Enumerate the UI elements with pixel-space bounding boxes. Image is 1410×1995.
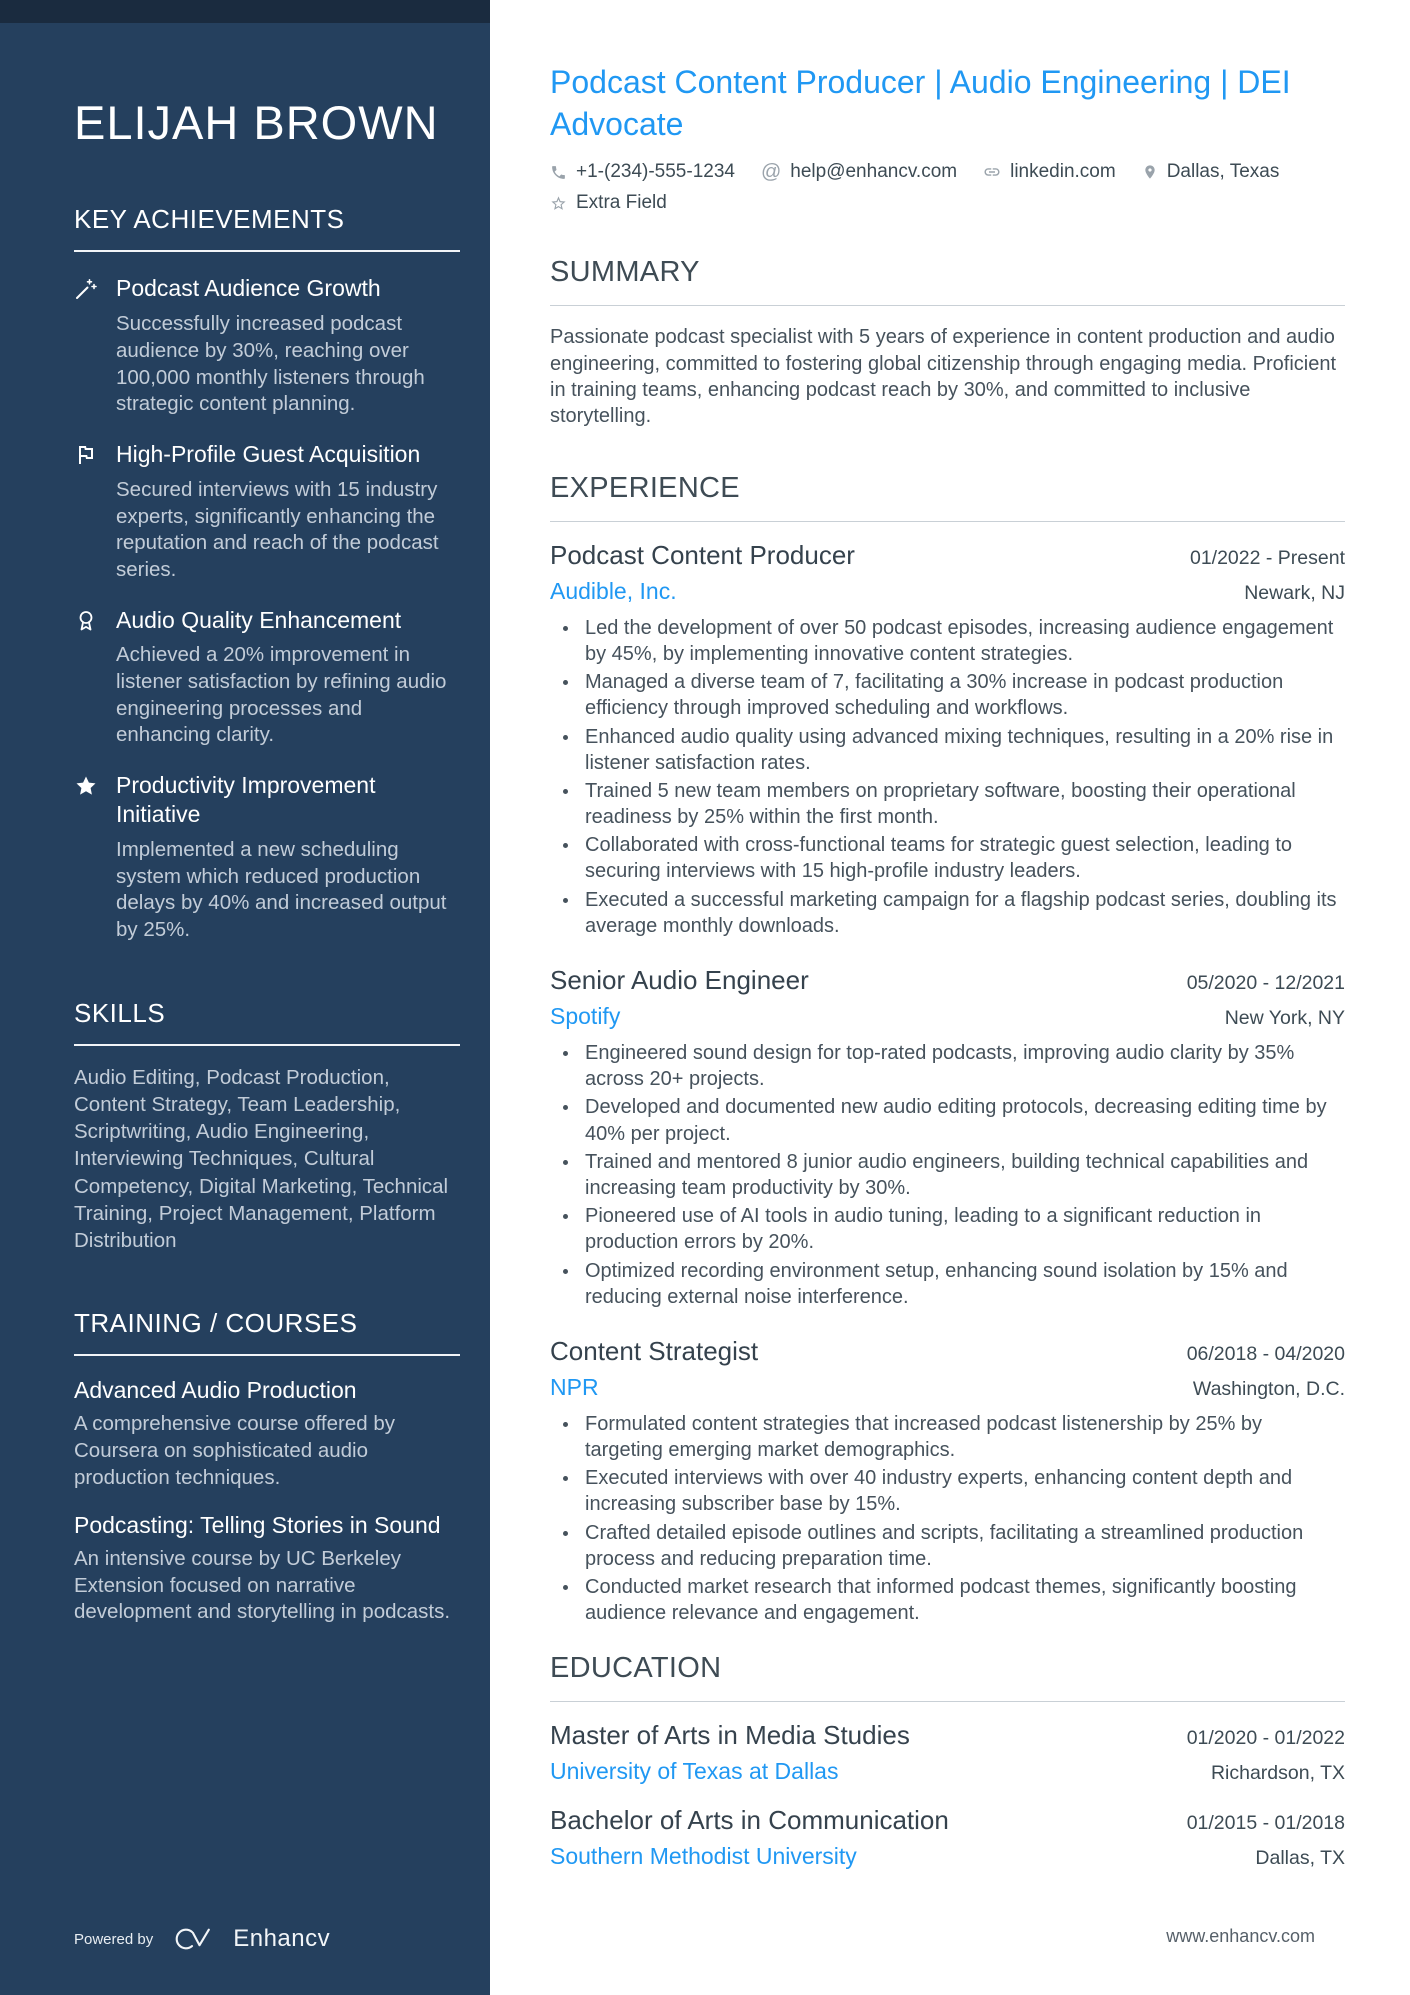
achievement-title: Podcast Audience Growth xyxy=(116,275,381,302)
phone-icon xyxy=(550,164,567,181)
company-name[interactable]: NPR xyxy=(550,1373,599,1400)
job-bullet: • Collaborated with cross-functional teams for strategic guest selection, leading to securing interviews with 15 high-profile industry leaders. xyxy=(580,832,1345,884)
location-icon xyxy=(1142,164,1158,180)
job-bullet-list xyxy=(550,1411,1345,1627)
skills-heading: SKILLS xyxy=(74,997,166,1028)
job-bullet: • Crafted detailed episode outlines and scripts, facilitating a streamlined production process and reducing preparation time. xyxy=(580,1520,1345,1572)
education-entry xyxy=(550,1720,1345,1785)
magic-wand-icon xyxy=(74,274,100,418)
enhancv-wordmark: Enhancv xyxy=(233,1925,331,1952)
course-description: An intensive course by UC Berkeley Extension focused on narrative development and storytelling in podcasts. xyxy=(74,1547,451,1624)
job-bullet: • Engineered sound design for top-rated podcasts, improving audio clarity by 35% across 20+ projects. xyxy=(580,1040,1345,1092)
enhancv-logo-icon xyxy=(169,1925,215,1953)
job-bullet: • Executed a successful marketing campaign for a flagship podcast series, doubling its average monthly downloads. xyxy=(580,887,1345,939)
job-bullet: • Formulated content strategies that increased podcast listenership by 25% by targeting emerging market demographics. xyxy=(580,1411,1345,1463)
linkedin-contact[interactable] xyxy=(983,161,1116,183)
sidebar xyxy=(0,0,490,1995)
achievement-title: Productivity Improvement Initiative xyxy=(116,772,376,828)
key-achievements-section xyxy=(74,204,460,943)
job-bullet: • Managed a diverse team of 7, facilitating a 30% increase in podcast production efficiency through improved scheduling and workflows. xyxy=(580,669,1345,721)
course-description: A comprehensive course offered by Coursera on sophisticated audio production techniques. xyxy=(74,1412,395,1489)
degree-title: Master of Arts in Media Studies xyxy=(550,1720,910,1751)
experience-entry xyxy=(550,540,1345,939)
achievement-item xyxy=(74,771,460,944)
experience-entry xyxy=(550,1336,1345,1627)
job-bullet: • Developed and documented new audio editing protocols, decreasing editing time by 40% per project. xyxy=(580,1094,1345,1146)
education-section xyxy=(550,1652,1345,1870)
contact-row xyxy=(550,161,1345,183)
job-bullet: • Trained and mentored 8 junior audio engineers, building technical capabilities and increasing team productivity by 30%. xyxy=(580,1149,1345,1201)
powered-by-footer[interactable] xyxy=(74,1925,330,1953)
experience-section xyxy=(550,472,1345,1627)
job-bullet-list xyxy=(550,1040,1345,1310)
achievement-item xyxy=(74,440,460,584)
job-bullet: • Trained 5 new team members on proprietary software, boosting their operational readiness by 25% within the first month. xyxy=(580,778,1345,830)
achievement-title: Audio Quality Enhancement xyxy=(116,606,402,633)
course-item xyxy=(74,1511,460,1626)
school-location: Dallas, TX xyxy=(1255,1847,1345,1870)
section-divider xyxy=(74,1044,460,1046)
extra-field xyxy=(550,192,667,214)
job-bullet: • Pioneered use of AI tools in audio tuning, leading to a significant reduction in production errors by 20%. xyxy=(580,1203,1345,1255)
course-title: Podcasting: Telling Stories in Sound xyxy=(74,1512,441,1539)
summary-text: Passionate podcast specialist with 5 years of experience in content production and audio engineering, committed to fostering global citizenship through engaging media. Proficient in training teams, enhancing podcast reach by 30%, and committed to inclusive storytelling. xyxy=(550,326,1337,428)
training-courses-section xyxy=(74,1308,460,1626)
company-name[interactable]: Spotify xyxy=(550,1003,621,1029)
skills-list: Audio Editing, Podcast Production, Content Strategy, Team Leadership, Scriptwriting, Audio Engineering, Interviewing Techniques, Cultural Competency, Digital Marketing, Technical Training, Project Management, Platform Distribution xyxy=(74,1065,449,1253)
location-text: Dallas, Texas xyxy=(1166,161,1280,183)
job-title: Content Strategist xyxy=(550,1335,759,1366)
experience-entry xyxy=(550,965,1345,1310)
job-title: Senior Audio Engineer xyxy=(550,965,809,995)
email-address: help@enhancv.com xyxy=(790,161,958,183)
job-dates: 05/2020 - 12/2021 xyxy=(1186,972,1345,994)
experience-heading: EXPERIENCE xyxy=(550,471,740,504)
main-column xyxy=(490,0,1410,1995)
job-dates: 01/2022 - Present xyxy=(1189,546,1345,569)
email-contact[interactable] xyxy=(761,161,957,183)
flag-icon xyxy=(74,440,100,584)
achievement-description: Achieved a 20% improvement in listener satisfaction by refining audio engineering processes and enhancing clarity. xyxy=(116,643,447,747)
degree-title: Bachelor of Arts in Communication xyxy=(550,1805,949,1836)
section-divider xyxy=(74,250,460,252)
company-name[interactable]: Audible, Inc. xyxy=(550,577,677,604)
summary-section xyxy=(550,256,1345,430)
section-divider xyxy=(550,305,1345,306)
education-dates: 01/2020 - 01/2022 xyxy=(1186,1727,1345,1750)
achievement-item xyxy=(74,274,460,418)
enhancv-website-link[interactable]: www.enhancv.com xyxy=(1166,1926,1315,1946)
education-entry xyxy=(550,1805,1345,1870)
candidate-name: ELIJAH BROWN xyxy=(74,96,439,149)
job-bullet-list xyxy=(550,615,1345,939)
job-location: Washington, D.C. xyxy=(1192,1377,1345,1400)
job-bullet: • Conducted market research that informed podcast themes, significantly boosting audience relevance and engagement. xyxy=(580,1574,1345,1626)
job-dates: 06/2018 - 04/2020 xyxy=(1186,1342,1345,1365)
job-bullet: • Enhanced audio quality using advanced mixing techniques, resulting in a 20% rise in listener satisfaction rates. xyxy=(580,724,1345,776)
section-divider xyxy=(550,1701,1345,1702)
summary-heading: SUMMARY xyxy=(550,256,700,289)
job-bullet: • Optimized recording environment setup, enhancing sound isolation by 15% and reducing external noise interference. xyxy=(580,1258,1345,1310)
section-divider xyxy=(550,521,1345,522)
education-dates: 01/2015 - 01/2018 xyxy=(1186,1812,1345,1835)
skills-section xyxy=(74,998,460,1255)
sidebar-top-strip xyxy=(0,0,490,23)
education-heading: EDUCATION xyxy=(550,1652,722,1685)
star-outline-icon xyxy=(550,195,567,212)
extra-field-row xyxy=(550,192,1345,214)
phone-number: +1-(234)-555-1234 xyxy=(576,161,735,183)
job-location: Newark, NJ xyxy=(1244,581,1345,604)
at-icon: @ xyxy=(760,161,782,184)
achievement-item xyxy=(74,606,460,750)
section-divider xyxy=(74,1354,460,1356)
achievement-title: High-Profile Guest Acquisition xyxy=(116,440,421,467)
school-name[interactable]: Southern Methodist University xyxy=(550,1843,857,1870)
link-icon xyxy=(983,163,1001,181)
training-heading: TRAINING / COURSES xyxy=(74,1308,358,1339)
job-location: New York, NY xyxy=(1224,1007,1345,1029)
school-name[interactable]: University of Texas at Dallas xyxy=(550,1758,839,1785)
medal-icon xyxy=(74,606,100,750)
course-title: Advanced Audio Production xyxy=(74,1377,357,1404)
location-contact xyxy=(1142,161,1280,183)
powered-by-label: Powered by xyxy=(74,1930,154,1948)
course-item xyxy=(74,1376,460,1491)
job-title: Podcast Content Producer xyxy=(550,539,855,570)
star-icon xyxy=(74,771,100,944)
extra-field-text: Extra Field xyxy=(576,192,667,214)
achievement-description: Successfully increased podcast audience by 30%, reaching over 100,000 monthly listeners through strategic content planning. xyxy=(116,312,425,416)
phone-contact xyxy=(550,161,735,183)
school-location: Richardson, TX xyxy=(1210,1762,1345,1785)
linkedin-url: linkedin.com xyxy=(1010,161,1116,183)
key-achievements-heading: KEY ACHIEVEMENTS xyxy=(74,204,345,235)
job-bullet: • Led the development of over 50 podcast episodes, increasing audience engagement by 45%, by implementing innovative content strategies. xyxy=(580,615,1345,667)
achievement-description: Implemented a new scheduling system which reduced production delays by 40% and increased output by 25%. xyxy=(116,837,447,941)
resume-headline: Podcast Content Producer | Audio Engineering | DEI Advocate xyxy=(550,64,1291,142)
job-bullet: • Executed interviews with over 40 industry experts, enhancing content depth and increasing subscriber base by 15%. xyxy=(580,1465,1345,1517)
achievement-description: Secured interviews with 15 industry experts, significantly enhancing the reputation and reach of the podcast series. xyxy=(116,477,439,581)
